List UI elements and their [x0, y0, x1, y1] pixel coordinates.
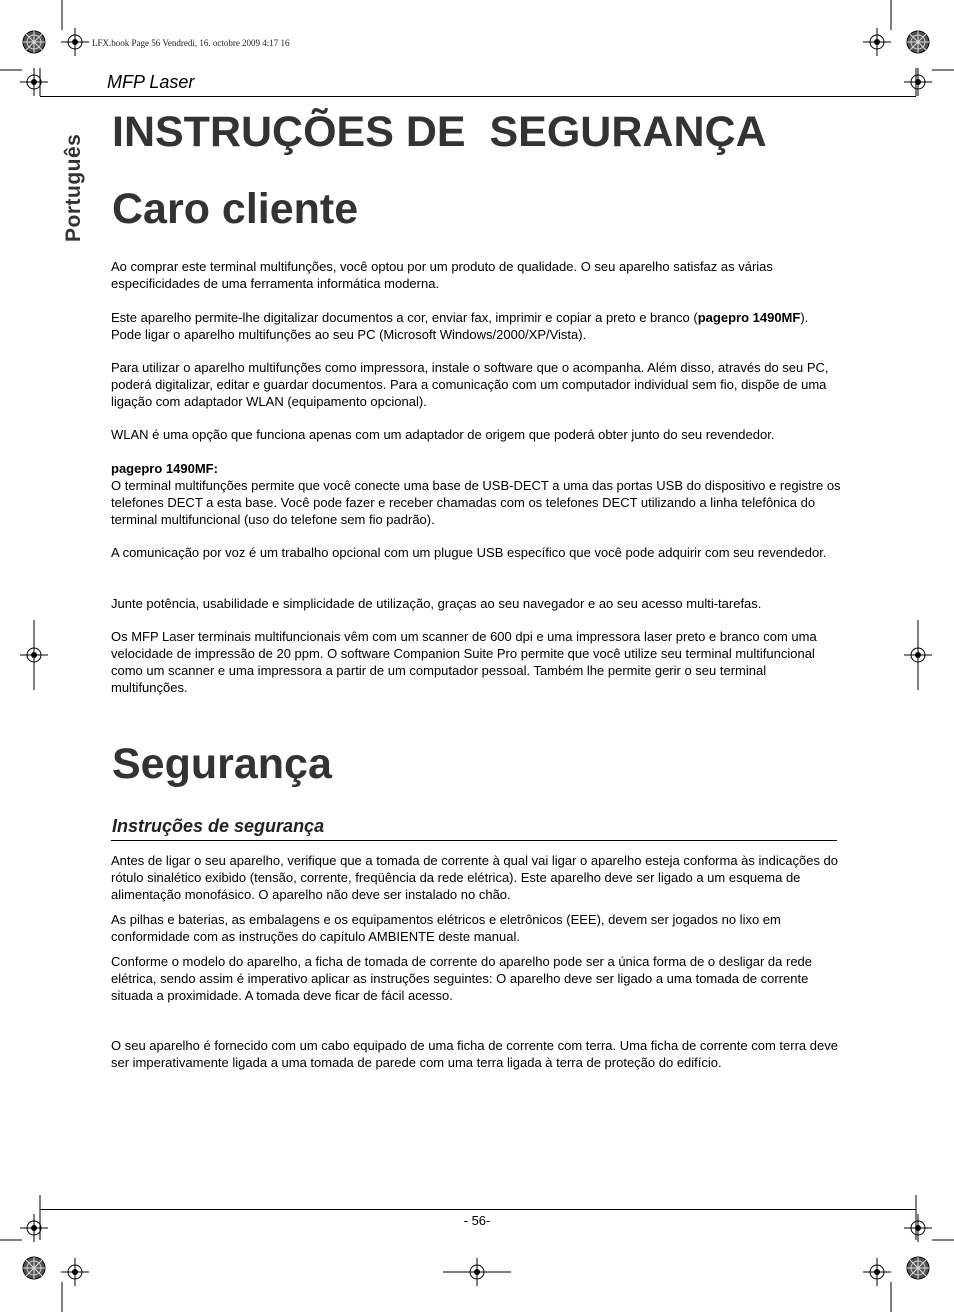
registration-mark: [863, 28, 891, 56]
registration-star-bottom-left: [23, 1257, 45, 1279]
registration-mark: [904, 68, 932, 96]
product-name: pagepro 1490MF: [697, 310, 801, 325]
paragraph: A comunicação por voz é um trabalho opcional com um plugue USB específico que você pode adquirir com seu revendedor.: [111, 545, 827, 560]
paragraph: Conforme o modelo do aparelho, a ficha de tomada de corrente do aparelho pode ser a única forma de o desligar da rede elétrica, sendo assim é imperativo aplicar as instruções seguintes: O aparelho deve ser ligado a uma tomada de corrente situada a proximidade. A tomada deve ficar de fácil acesso.: [111, 954, 813, 1003]
page-title: INSTRUÇÕES DE SEGURANÇA: [112, 108, 767, 156]
page-number: - 56-: [463, 1213, 491, 1228]
registration-star-bottom-right: [907, 1257, 929, 1279]
language-tab: Português: [62, 133, 85, 242]
subheading-instrucoes: Instruções de segurança: [112, 816, 325, 836]
registration-mark: [61, 28, 89, 56]
running-title: MFP Laser: [107, 72, 195, 92]
paragraph: Para utilizar o aparelho multifunções como impressora, instale o software que o acompanha. Além disso, através do seu PC, poderá digitalizar, editar e guardar documentos. Para a comunicação com um computador individual sem fio, dispõe de uma ligação com adaptador WLAN (equipamento opcional).: [111, 360, 829, 409]
paragraph: Junte potência, usabilidade e simplicidade de utilização, graças ao seu navegador e ao seu acesso multi-tarefas.: [111, 596, 762, 611]
registration-star-top-right: [907, 31, 929, 53]
subheading-rule: [111, 840, 837, 841]
paragraph: As pilhas e baterias, as embalagens e os equipamentos elétricos e eletrônicos (EEE), devem ser jogados no lixo em conformidade com as instruções do capítulo AMBIENTE deste manual.: [111, 912, 781, 944]
paragraph: O seu aparelho é fornecido com um cabo equipado de uma ficha de corrente com terra. Uma ficha de corrente com terra deve ser imperativamente ligada a uma tomada de parede com uma terra ligada à terra de proteção do edifício.: [111, 1038, 838, 1070]
paragraph: Ao comprar este terminal multifunções, você optou por um produto de qualidade. O seu aparelho satisfaz as várias especificidades de uma ferramenta informática moderna.: [111, 259, 773, 291]
file-info: LFX.book Page 56 Vendredi, 16. octobre 2009 4:17 16: [92, 38, 290, 48]
registration-star-top-left: [23, 31, 45, 53]
section-heading-seguranca: Segurança: [112, 740, 332, 788]
registration-mark: [61, 1258, 89, 1286]
paragraph: Este aparelho permite-lhe digitalizar documentos a cor, enviar fax, imprimir e copiar a preto e branco (pagepro 1490MF). Pode ligar o aparelho multifunções ao seu PC (Microsoft Windows/2000/XP/Vista).: [111, 310, 809, 342]
registration-mark: [20, 68, 48, 96]
footer-rule: [40, 1209, 916, 1210]
paragraph: WLAN é uma opção que funciona apenas com um adaptador de origem que poderá obter junto do seu revendedor.: [111, 427, 775, 442]
header-rule: [40, 96, 916, 97]
paragraph: Os MFP Laser terminais multifuncionais vêm com um scanner de 600 dpi e uma impressora laser preto e branco com uma velocidade de impressão de 20 ppm. O software Companion Suite Pro permite que você utilize seu terminal multifuncional como um scanner e uma impressora a partir de um computador pessoal. Também lhe permite gerir o seu terminal multifunções.: [111, 629, 817, 695]
paragraph: Antes de ligar o seu aparelho, verifique que a tomada de corrente à qual vai ligar o aparelho esteja conforma às indicações do rótulo sinalético exibido (tensão, corrente, freqüência da rede elétrica). Este aparelho deve ser ligado a um esquema de alimentação monofásico. O aparelho não deve ser instalado no chão.: [111, 853, 839, 902]
product-label: pagepro 1490MF:: [111, 461, 218, 476]
registration-mark: [863, 1258, 891, 1286]
section-heading-caro-cliente: Caro cliente: [112, 185, 359, 233]
paragraph: pagepro 1490MF: O terminal multifunções permite que você conecte uma base de USB-DECT a uma das portas USB do dispositivo e registre os telefones DECT a esta base. Você pode fazer e receber chamadas com os telefones DECT utilizando a linha telefônica do terminal multifuncional (uso do telefone sem fio padrão).: [111, 461, 841, 527]
